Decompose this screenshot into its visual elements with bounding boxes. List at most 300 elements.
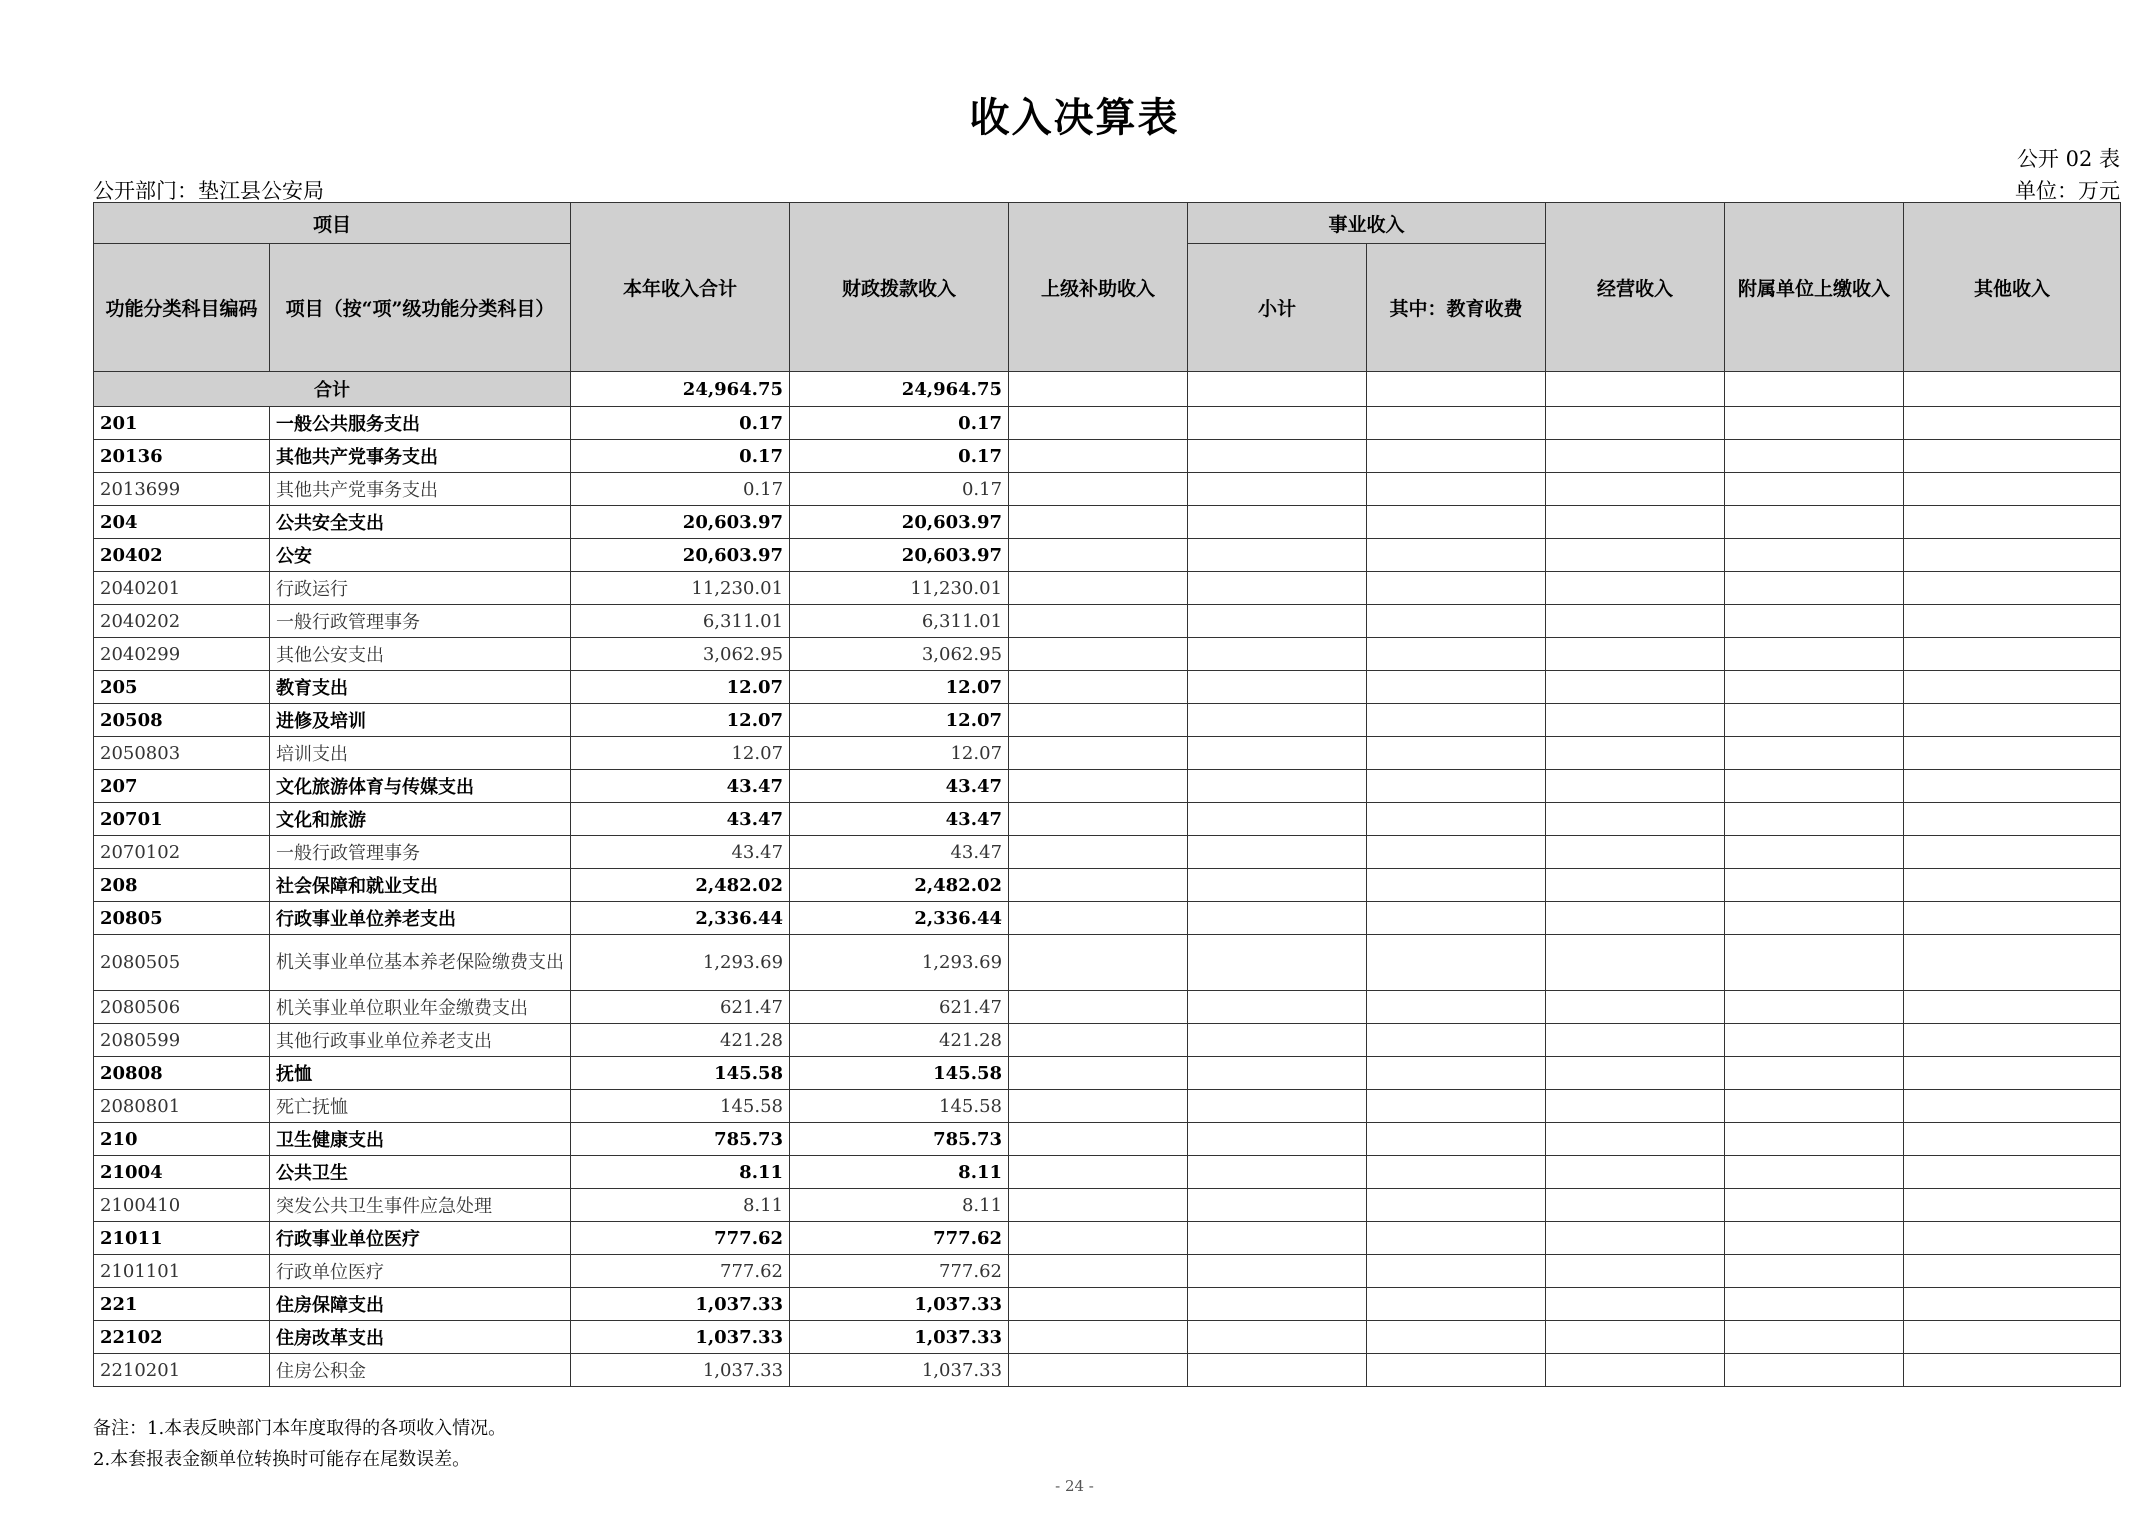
empty-cell <box>1904 506 2121 539</box>
empty-cell <box>1725 671 1904 704</box>
empty-cell <box>1009 1255 1188 1288</box>
header-business: 事业收入 <box>1188 203 1546 244</box>
row-code: 2013699 <box>94 473 270 506</box>
empty-cell <box>1009 1321 1188 1354</box>
empty-cell <box>1188 440 1367 473</box>
table-row <box>94 539 2121 572</box>
table-row <box>94 1024 2121 1057</box>
header-superior: 上级补助收入 <box>1009 203 1188 372</box>
row-code: 2080505 <box>94 935 270 991</box>
row-total: 421.28 <box>571 1024 790 1057</box>
header-operating: 经营收入 <box>1546 203 1725 372</box>
empty-cell <box>1904 770 2121 803</box>
empty-cell <box>1367 902 1546 935</box>
empty-cell <box>1367 704 1546 737</box>
empty-cell <box>1904 473 2121 506</box>
row-fiscal: 2,336.44 <box>790 902 1009 935</box>
empty-cell <box>1009 836 1188 869</box>
row-code: 210 <box>94 1123 270 1156</box>
row-fiscal: 421.28 <box>790 1024 1009 1057</box>
empty-cell <box>1009 869 1188 902</box>
row-name: 死亡抚恤 <box>270 1090 571 1123</box>
empty-cell <box>1725 506 1904 539</box>
row-fiscal: 1,037.33 <box>790 1288 1009 1321</box>
empty-cell <box>1367 1024 1546 1057</box>
empty-cell <box>1725 1024 1904 1057</box>
row-total: 2,482.02 <box>571 869 790 902</box>
row-total: 12.07 <box>571 704 790 737</box>
row-name: 机关事业单位职业年金缴费支出 <box>270 991 571 1024</box>
empty-cell <box>1367 935 1546 991</box>
row-total: 1,037.33 <box>571 1288 790 1321</box>
empty-cell <box>1367 836 1546 869</box>
empty-cell <box>1188 572 1367 605</box>
empty-cell <box>1725 1321 1904 1354</box>
empty-cell <box>1725 605 1904 638</box>
header-name: 项目（按“项”级功能分类科目） <box>270 244 571 372</box>
empty-cell <box>1188 902 1367 935</box>
row-total: 1,037.33 <box>571 1321 790 1354</box>
empty-cell <box>1546 1057 1725 1090</box>
empty-cell <box>1546 803 1725 836</box>
empty-cell <box>1367 671 1546 704</box>
header-code: 功能分类科目编码 <box>94 244 270 372</box>
empty-cell <box>1367 1222 1546 1255</box>
empty-cell <box>1904 1288 2121 1321</box>
empty-cell <box>1188 671 1367 704</box>
empty-cell <box>1546 473 1725 506</box>
row-name: 培训支出 <box>270 737 571 770</box>
empty-cell <box>1725 1255 1904 1288</box>
empty-cell <box>1904 1024 2121 1057</box>
row-code: 2101101 <box>94 1255 270 1288</box>
row-total: 11,230.01 <box>571 572 790 605</box>
empty-cell <box>1904 1321 2121 1354</box>
header-other: 其他收入 <box>1904 203 2121 372</box>
table-row <box>94 1123 2121 1156</box>
empty-cell <box>1188 803 1367 836</box>
empty-cell <box>1725 572 1904 605</box>
empty-cell <box>1367 869 1546 902</box>
empty-cell <box>1188 1255 1367 1288</box>
row-name: 公安 <box>270 539 571 572</box>
empty-cell <box>1904 1255 2121 1288</box>
row-total: 20,603.97 <box>571 506 790 539</box>
row-total: 621.47 <box>571 991 790 1024</box>
row-name: 公共安全支出 <box>270 506 571 539</box>
empty-cell <box>1188 638 1367 671</box>
empty-cell <box>1904 572 2121 605</box>
row-fiscal: 1,037.33 <box>790 1321 1009 1354</box>
row-total: 8.11 <box>571 1189 790 1222</box>
empty-cell <box>1546 1123 1725 1156</box>
row-code: 2050803 <box>94 737 270 770</box>
empty-cell <box>1009 1123 1188 1156</box>
empty-cell <box>1188 836 1367 869</box>
empty-cell <box>1725 1090 1904 1123</box>
row-code: 201 <box>94 407 270 440</box>
row-code: 204 <box>94 506 270 539</box>
empty-cell <box>1725 539 1904 572</box>
table-row <box>94 1288 2121 1321</box>
header-affiliated: 附属单位上缴收入 <box>1725 203 1904 372</box>
empty-cell <box>1367 991 1546 1024</box>
row-name: 行政事业单位医疗 <box>270 1222 571 1255</box>
empty-cell <box>1188 1123 1367 1156</box>
table-row <box>94 770 2121 803</box>
row-name: 文化和旅游 <box>270 803 571 836</box>
empty-cell <box>1009 902 1188 935</box>
row-name: 其他行政事业单位养老支出 <box>270 1024 571 1057</box>
empty-cell <box>1546 1321 1725 1354</box>
row-code: 2080599 <box>94 1024 270 1057</box>
notes <box>93 1413 506 1475</box>
row-name: 住房公积金 <box>270 1354 571 1387</box>
empty-cell <box>1367 1156 1546 1189</box>
empty-cell <box>1367 572 1546 605</box>
empty-cell <box>1904 1156 2121 1189</box>
row-name: 住房保障支出 <box>270 1288 571 1321</box>
empty-cell <box>1725 1057 1904 1090</box>
empty-cell <box>1904 1189 2121 1222</box>
empty-cell <box>1009 572 1188 605</box>
empty-cell <box>1546 737 1725 770</box>
table-row <box>94 1354 2121 1387</box>
empty-cell <box>1009 1189 1188 1222</box>
empty-cell <box>1009 1288 1188 1321</box>
empty-cell <box>1188 737 1367 770</box>
empty-cell <box>1725 902 1904 935</box>
row-fiscal: 777.62 <box>790 1255 1009 1288</box>
row-fiscal: 621.47 <box>790 991 1009 1024</box>
row-fiscal: 43.47 <box>790 770 1009 803</box>
empty-cell <box>1188 704 1367 737</box>
empty-cell <box>1546 1354 1725 1387</box>
row-total: 43.47 <box>571 803 790 836</box>
row-name: 其他共产党事务支出 <box>270 473 571 506</box>
row-total: 0.17 <box>571 440 790 473</box>
row-total: 6,311.01 <box>571 605 790 638</box>
empty-cell <box>1904 539 2121 572</box>
empty-cell <box>1546 1255 1725 1288</box>
empty-cell <box>1904 1057 2121 1090</box>
empty-cell <box>1009 539 1188 572</box>
empty-cell <box>1904 1090 2121 1123</box>
empty-cell <box>1725 1156 1904 1189</box>
empty-cell <box>1367 605 1546 638</box>
table-row <box>94 638 2121 671</box>
row-total: 12.07 <box>571 671 790 704</box>
empty-cell <box>1188 1222 1367 1255</box>
empty-cell <box>1904 1222 2121 1255</box>
row-total: 20,603.97 <box>571 539 790 572</box>
empty-cell <box>1725 1222 1904 1255</box>
table-row <box>94 935 2121 991</box>
row-fiscal: 43.47 <box>790 803 1009 836</box>
header-total: 本年收入合计 <box>571 203 790 372</box>
empty-cell <box>1725 991 1904 1024</box>
empty-cell <box>1009 638 1188 671</box>
empty-cell <box>1725 1288 1904 1321</box>
empty-cell <box>1904 803 2121 836</box>
empty-cell <box>1188 1189 1367 1222</box>
row-fiscal: 3,062.95 <box>790 638 1009 671</box>
row-fiscal: 8.11 <box>790 1189 1009 1222</box>
empty-cell <box>1546 1024 1725 1057</box>
row-code: 20136 <box>94 440 270 473</box>
table-row <box>94 473 2121 506</box>
empty-cell <box>1009 803 1188 836</box>
empty-cell <box>1188 506 1367 539</box>
row-fiscal: 2,482.02 <box>790 869 1009 902</box>
row-total: 145.58 <box>571 1090 790 1123</box>
total-fiscal: 24,964.75 <box>790 372 1009 407</box>
row-total: 1,037.33 <box>571 1354 790 1387</box>
row-name: 一般行政管理事务 <box>270 605 571 638</box>
row-fiscal: 20,603.97 <box>790 539 1009 572</box>
row-code: 2040201 <box>94 572 270 605</box>
row-code: 2040299 <box>94 638 270 671</box>
row-name: 卫生健康支出 <box>270 1123 571 1156</box>
total-amount: 24,964.75 <box>571 372 790 407</box>
row-total: 12.07 <box>571 737 790 770</box>
row-name: 其他共产党事务支出 <box>270 440 571 473</box>
empty-cell <box>1725 935 1904 991</box>
empty-cell <box>1188 605 1367 638</box>
row-total: 777.62 <box>571 1222 790 1255</box>
empty-cell <box>1725 473 1904 506</box>
document-title: 收入决算表 <box>969 94 1180 141</box>
empty-cell <box>1367 1189 1546 1222</box>
row-code: 2080506 <box>94 991 270 1024</box>
unit-label: 单位：万元 <box>2015 179 2120 203</box>
row-fiscal: 785.73 <box>790 1123 1009 1156</box>
row-total: 3,062.95 <box>571 638 790 671</box>
empty-cell <box>1009 737 1188 770</box>
empty-cell <box>1904 991 2121 1024</box>
row-total: 2,336.44 <box>571 902 790 935</box>
total-row <box>94 372 2121 407</box>
empty-cell <box>1546 935 1725 991</box>
row-name: 文化旅游体育与传媒支出 <box>270 770 571 803</box>
empty-cell <box>1188 1288 1367 1321</box>
row-fiscal: 0.17 <box>790 473 1009 506</box>
empty-cell <box>1188 1321 1367 1354</box>
empty-cell <box>1009 407 1188 440</box>
row-name: 行政事业单位养老支出 <box>270 902 571 935</box>
empty-cell <box>1367 1321 1546 1354</box>
table-number: 公开 02 表 <box>2016 147 2120 171</box>
empty-cell <box>1367 506 1546 539</box>
row-name: 突发公共卫生事件应急处理 <box>270 1189 571 1222</box>
row-name: 一般行政管理事务 <box>270 836 571 869</box>
empty-cell <box>1009 1354 1188 1387</box>
empty-cell <box>1725 869 1904 902</box>
header-education: 其中：教育收费 <box>1367 244 1546 372</box>
row-fiscal: 777.62 <box>790 1222 1009 1255</box>
empty-cell <box>1546 836 1725 869</box>
empty-cell <box>1546 440 1725 473</box>
row-total: 1,293.69 <box>571 935 790 991</box>
row-total: 43.47 <box>571 836 790 869</box>
header-fiscal: 财政拨款收入 <box>790 203 1009 372</box>
empty-cell <box>1367 1354 1546 1387</box>
row-code: 208 <box>94 869 270 902</box>
row-total: 8.11 <box>571 1156 790 1189</box>
empty-cell <box>1904 902 2121 935</box>
empty-cell <box>1188 1024 1367 1057</box>
row-fiscal: 0.17 <box>790 407 1009 440</box>
row-code: 20508 <box>94 704 270 737</box>
empty-cell <box>1188 372 1367 407</box>
table-row <box>94 1156 2121 1189</box>
empty-cell <box>1546 1156 1725 1189</box>
empty-cell <box>1725 704 1904 737</box>
row-fiscal: 12.07 <box>790 737 1009 770</box>
row-fiscal: 145.58 <box>790 1090 1009 1123</box>
empty-cell <box>1546 372 1725 407</box>
empty-cell <box>1725 372 1904 407</box>
empty-cell <box>1546 1288 1725 1321</box>
empty-cell <box>1009 991 1188 1024</box>
table-row <box>94 836 2121 869</box>
empty-cell <box>1009 770 1188 803</box>
empty-cell <box>1009 704 1188 737</box>
row-fiscal: 8.11 <box>790 1156 1009 1189</box>
row-code: 20402 <box>94 539 270 572</box>
empty-cell <box>1009 1156 1188 1189</box>
empty-cell <box>1367 440 1546 473</box>
empty-cell <box>1904 869 2121 902</box>
page-number: - 24 - <box>1055 1477 1094 1495</box>
empty-cell <box>1367 1123 1546 1156</box>
empty-cell <box>1367 1288 1546 1321</box>
note-line: 2.本套报表金额单位转换时可能存在尾数误差。 <box>93 1449 471 1470</box>
empty-cell <box>1725 407 1904 440</box>
empty-cell <box>1009 440 1188 473</box>
empty-cell <box>1725 737 1904 770</box>
empty-cell <box>1904 836 2121 869</box>
empty-cell <box>1546 605 1725 638</box>
empty-cell <box>1904 671 2121 704</box>
row-fiscal: 6,311.01 <box>790 605 1009 638</box>
empty-cell <box>1546 1222 1725 1255</box>
row-name: 教育支出 <box>270 671 571 704</box>
empty-cell <box>1367 1090 1546 1123</box>
total-label: 合计 <box>94 372 571 407</box>
empty-cell <box>1725 440 1904 473</box>
empty-cell <box>1009 473 1188 506</box>
empty-cell <box>1725 638 1904 671</box>
empty-cell <box>1367 539 1546 572</box>
row-code: 2210201 <box>94 1354 270 1387</box>
row-name: 社会保障和就业支出 <box>270 869 571 902</box>
empty-cell <box>1367 803 1546 836</box>
empty-cell <box>1725 1189 1904 1222</box>
row-name: 公共卫生 <box>270 1156 571 1189</box>
row-fiscal: 145.58 <box>790 1057 1009 1090</box>
empty-cell <box>1367 407 1546 440</box>
table-row <box>94 991 2121 1024</box>
empty-cell <box>1546 638 1725 671</box>
empty-cell <box>1546 902 1725 935</box>
row-name: 行政单位医疗 <box>270 1255 571 1288</box>
empty-cell <box>1188 869 1367 902</box>
empty-cell <box>1546 671 1725 704</box>
table-row <box>94 1057 2121 1090</box>
row-name: 抚恤 <box>270 1057 571 1090</box>
row-code: 2070102 <box>94 836 270 869</box>
empty-cell <box>1367 1255 1546 1288</box>
empty-cell <box>1904 737 2121 770</box>
empty-cell <box>1009 605 1188 638</box>
row-code: 20808 <box>94 1057 270 1090</box>
row-name: 进修及培训 <box>270 704 571 737</box>
row-total: 0.17 <box>571 407 790 440</box>
row-code: 20805 <box>94 902 270 935</box>
empty-cell <box>1546 869 1725 902</box>
empty-cell <box>1188 770 1367 803</box>
table-row <box>94 440 2121 473</box>
table-row <box>94 671 2121 704</box>
row-code: 22102 <box>94 1321 270 1354</box>
empty-cell <box>1546 407 1725 440</box>
row-fiscal: 11,230.01 <box>790 572 1009 605</box>
empty-cell <box>1188 1156 1367 1189</box>
empty-cell <box>1725 1123 1904 1156</box>
table-row <box>94 1255 2121 1288</box>
empty-cell <box>1546 704 1725 737</box>
empty-cell <box>1546 506 1725 539</box>
row-fiscal: 12.07 <box>790 704 1009 737</box>
empty-cell <box>1904 407 2121 440</box>
table-row <box>94 803 2121 836</box>
empty-cell <box>1904 1123 2121 1156</box>
table-row <box>94 572 2121 605</box>
table-row <box>94 1222 2121 1255</box>
empty-cell <box>1188 1090 1367 1123</box>
table-row <box>94 869 2121 902</box>
empty-cell <box>1725 1354 1904 1387</box>
table-row <box>94 506 2121 539</box>
row-code: 2080801 <box>94 1090 270 1123</box>
empty-cell <box>1546 572 1725 605</box>
empty-cell <box>1546 1189 1725 1222</box>
empty-cell <box>1904 638 2121 671</box>
row-fiscal: 43.47 <box>790 836 1009 869</box>
row-total: 0.17 <box>571 473 790 506</box>
header-project: 项目 <box>94 203 571 244</box>
empty-cell <box>1188 473 1367 506</box>
table-row <box>94 737 2121 770</box>
empty-cell <box>1725 803 1904 836</box>
empty-cell <box>1367 372 1546 407</box>
row-total: 43.47 <box>571 770 790 803</box>
row-fiscal: 20,603.97 <box>790 506 1009 539</box>
empty-cell <box>1009 1024 1188 1057</box>
empty-cell <box>1367 1057 1546 1090</box>
empty-cell <box>1367 638 1546 671</box>
table-row <box>94 902 2121 935</box>
empty-cell <box>1188 1354 1367 1387</box>
row-code: 2040202 <box>94 605 270 638</box>
empty-cell <box>1904 935 2121 991</box>
income-table <box>93 202 2121 1387</box>
empty-cell <box>1009 935 1188 991</box>
row-fiscal: 12.07 <box>790 671 1009 704</box>
row-name: 机关事业单位基本养老保险缴费支出 <box>270 935 571 991</box>
empty-cell <box>1546 770 1725 803</box>
